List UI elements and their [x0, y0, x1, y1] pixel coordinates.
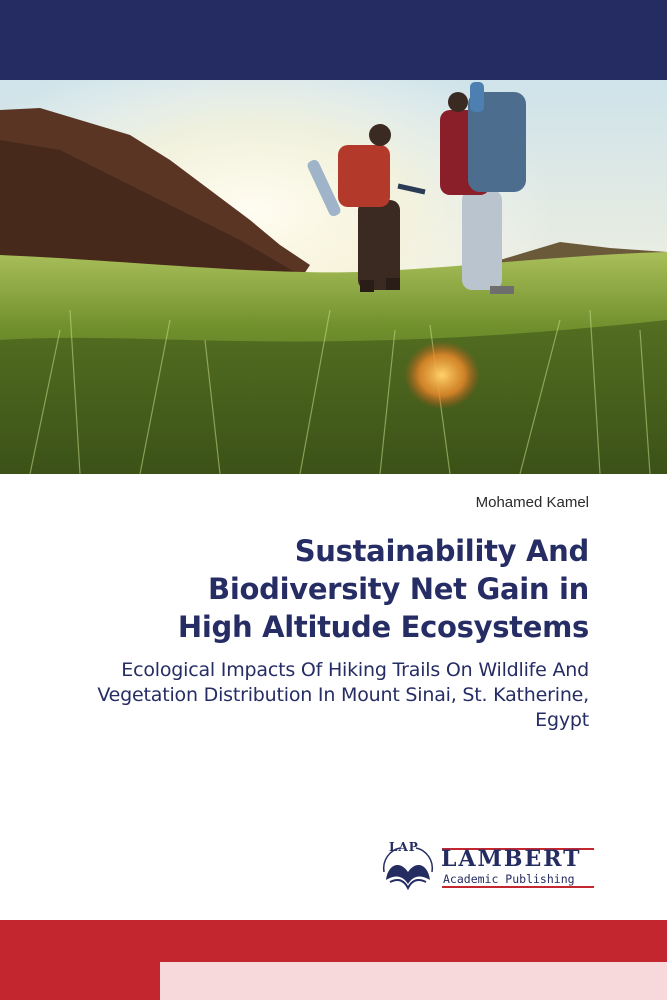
subtitle-line: Ecological Impacts Of Hiking Trails On Wildlife And — [121, 659, 589, 681]
subtitle-line: Egypt — [535, 709, 589, 731]
barcode-area — [160, 962, 667, 1000]
title-line: High Altitude Ecosystems — [177, 610, 589, 644]
title-line: Biodiversity Net Gain in — [208, 572, 589, 606]
logo-rule-bottom — [442, 886, 594, 888]
publisher-name: LAMBERT — [441, 846, 582, 872]
hikers-meadow-illustration — [0, 80, 667, 474]
top-banner — [0, 0, 667, 80]
author-name: Mohamed Kamel — [475, 494, 589, 511]
publisher-tagline: Academic Publishing — [443, 872, 575, 886]
cover-photo — [0, 80, 667, 474]
logo-mark-text: LAP — [389, 840, 419, 854]
book-subtitle — [29, 658, 589, 733]
title-line: Sustainability And — [294, 534, 589, 568]
book-title — [69, 532, 589, 646]
publisher-logo — [380, 842, 598, 898]
subtitle-line: Vegetation Distribution In Mount Sinai, St. Katherine, — [97, 684, 589, 706]
